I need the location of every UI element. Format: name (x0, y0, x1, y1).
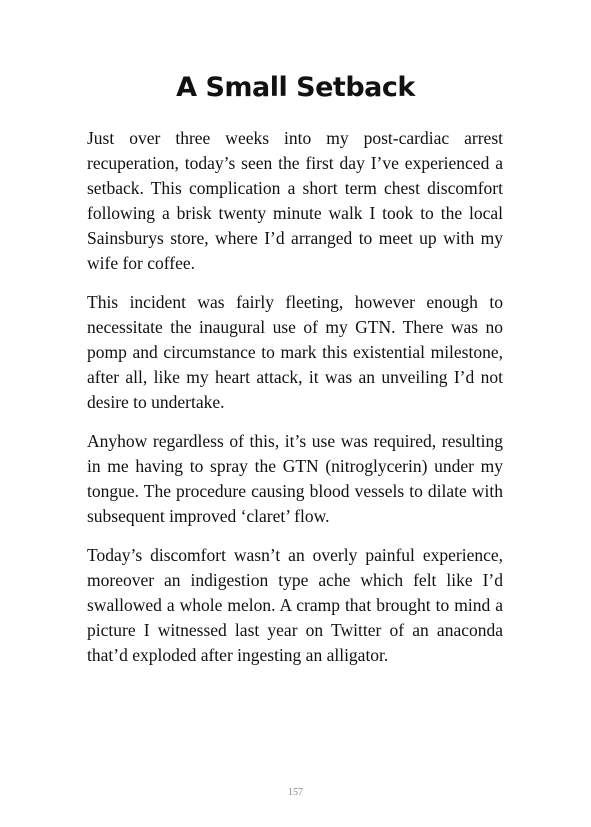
page-number: 157 (288, 787, 303, 798)
paragraph: Today’s discomfort wasn’t an overly painful experience, moreover an indigestion type ache which felt like I’d swallowed a whole melon. A cramp that brought to mind a picture I witnessed last year on Twitter of an anaconda that’d exploded after ingesting an alligator. (87, 545, 503, 665)
page-title: A Small Setback (176, 72, 415, 103)
paragraph: This incident was fairly fleeting, however enough to necessitate the inaugural use of my GTN. There was no pomp and circumstance to mark this existential milestone, after all, like my heart attack, it was an unveiling I’d not desire to undertake. (87, 292, 503, 412)
body-text (87, 126, 503, 682)
paragraph: Anyhow regardless of this, it’s use was required, resulting in me having to spray the GTN (nitroglycerin) under my tongue. The procedure causing blood vessels to dilate with subsequent improved ‘claret’ flow. (87, 431, 503, 526)
paragraph: Just over three weeks into my post-cardiac arrest recuperation, today’s seen the first day I’ve experienced a setback. This complication a short term chest discomfort following a brisk twenty minute walk I took to the local Sainsburys store, where I’d arranged to meet up with my wife for coffee. (87, 128, 503, 273)
